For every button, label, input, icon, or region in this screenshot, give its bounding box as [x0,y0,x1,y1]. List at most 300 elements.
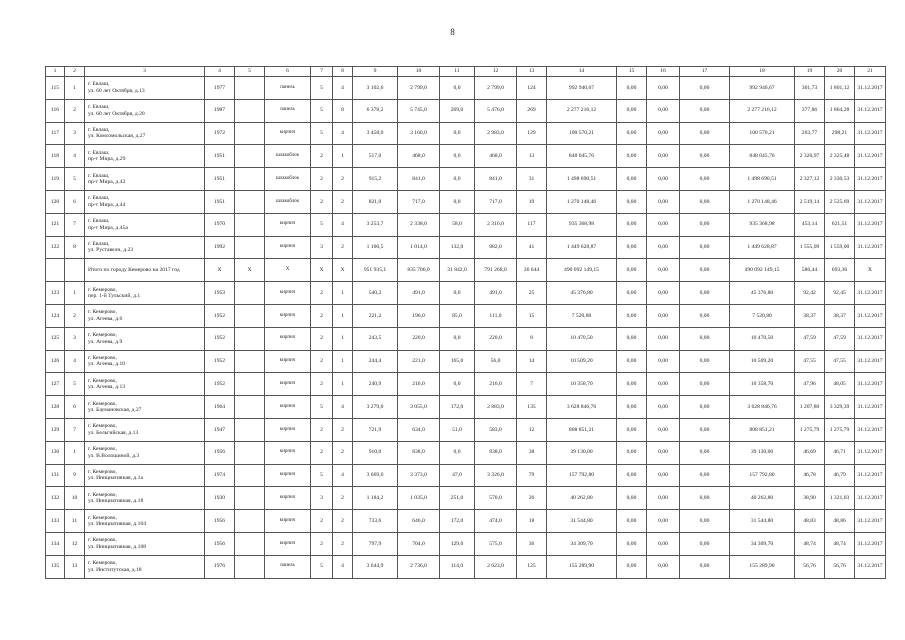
table-cell [235,145,265,168]
table-cell: 1 449 628,87 [730,236,795,259]
table-cell: 0,0 [440,145,475,168]
table-cell: г. Кемерово, ул. Институтская, д.18 [85,555,205,578]
table-cell: 0,00 [647,190,680,213]
table-cell: 0,00 [647,236,680,259]
table-cell: 1952 [205,373,235,396]
table-cell: 15 [517,304,547,327]
table-cell: 25 [517,282,547,305]
table-cell: 31.12.2017 [855,122,886,145]
table-cell: кирпич [265,418,311,441]
table-cell: 575,0 [475,532,517,555]
table-cell: 1947 [205,418,235,441]
table-cell [235,122,265,145]
table-row [46,259,886,282]
table-cell: 1977 [205,77,235,100]
table-cell: 1 [333,282,353,305]
table-cell: 490 092 149,15 [730,259,795,282]
table-cell: 1 864,28 [825,99,855,122]
column-header: 11 [440,67,475,77]
table-cell: 31.12.2017 [855,510,886,533]
table-cell [235,487,265,510]
column-header: 17 [680,67,730,77]
table-cell [235,304,265,327]
table-cell: 0,00 [680,190,730,213]
table-cell: 3 055,0 [398,396,440,419]
table-cell: 2 [311,350,333,373]
table-cell: X [333,259,353,282]
column-header: 10 [398,67,440,77]
table-cell: 915,2 [353,168,398,191]
table-cell: 848 045,76 [547,145,617,168]
table-cell: 47,55 [795,350,825,373]
table-cell: 3 253,7 [353,213,398,236]
table-cell: г. Кемерово, пер. 1-й Тульский, д.1 [85,282,205,305]
table-cell: 0,00 [680,441,730,464]
table-cell: 31.12.2017 [855,190,886,213]
column-header: 8 [333,67,353,77]
housing-table [45,66,886,579]
table-cell: 38,37 [825,304,855,327]
table-cell: 0,00 [680,510,730,533]
table-cell: 4 [333,555,353,578]
table-row [46,304,886,327]
table-cell: 0,00 [617,190,647,213]
table-cell [235,350,265,373]
table-cell: 0,0 [440,282,475,305]
table-cell: 2 [333,236,353,259]
table-cell: г. Евлаш, ул. 60 лет Октября, д.13 [85,77,205,100]
table-cell: 0,00 [680,350,730,373]
table-cell: 0,00 [617,327,647,350]
table-cell: 0,00 [680,396,730,419]
table-cell: 10 358,70 [730,373,795,396]
table-cell: 46,71 [825,441,855,464]
table-cell: 135 [517,396,547,419]
table-cell: 172,0 [440,510,475,533]
table-cell: 1 [65,77,85,100]
table-cell: 0,00 [617,532,647,555]
table-row [46,464,886,487]
table-cell [235,168,265,191]
table-cell: 221,2 [353,304,398,327]
table-cell: панель [265,99,311,122]
table-cell: X [205,259,235,282]
table-cell: кирпич [265,464,311,487]
table-cell: 2 799,0 [475,77,517,100]
table-cell: г. Кемерово, ул. Агеева, д.9 [85,327,205,350]
table-cell: 1970 [205,213,235,236]
table-cell: 124 [46,304,65,327]
table-cell: 0,00 [680,464,730,487]
table-row [46,168,886,191]
table-cell: 1 321,03 [825,487,855,510]
table-cell: 0,00 [647,350,680,373]
table-cell: г. Кемерово, ул. В.Волошиной, д.3 [85,441,205,464]
table-cell: 468,0 [398,145,440,168]
table-cell: 3 [65,122,85,145]
table-cell: 1 801,12 [825,77,855,100]
table-cell: 40 262,80 [730,487,795,510]
table-cell: 0,00 [680,213,730,236]
table-cell: 2 [65,99,85,122]
table-cell: 693,36 [825,259,855,282]
table-cell: 2 983,0 [475,122,517,145]
table-cell: 0,00 [617,418,647,441]
table-cell: 838,0 [475,441,517,464]
table-cell: 1 [333,350,353,373]
table-cell: 2 [311,441,333,464]
table-cell: 172,0 [440,396,475,419]
column-header: 6 [265,67,311,77]
column-header: 1 [46,67,65,77]
table-cell: 115 [46,77,65,100]
table-cell: 7 520,80 [730,304,795,327]
table-row [46,213,886,236]
table-cell: 0,0 [440,122,475,145]
table-cell: 0,00 [647,418,680,441]
table-cell: 31.12.2017 [855,145,886,168]
table-cell: 220,0 [475,327,517,350]
table-cell [46,259,65,282]
table-cell: 3 329,39 [825,396,855,419]
table-cell: 0,00 [617,304,647,327]
table-cell: 808 851,21 [547,418,617,441]
table-cell: 117 [46,122,65,145]
table-cell: 244,4 [353,350,398,373]
table-cell: 3 160,0 [398,122,440,145]
column-header: 7 [311,67,333,77]
table-row [46,532,886,555]
table-cell: 733,6 [353,510,398,533]
table-cell: 128 [46,396,65,419]
table-cell: 38,37 [795,304,825,327]
table-cell: 0,00 [617,122,647,145]
table-cell: 39 130,00 [730,441,795,464]
table-cell: 2 [311,190,333,213]
table-cell: 517,0 [353,145,398,168]
table-cell: 31.12.2017 [855,396,886,419]
table-cell: 0,00 [680,282,730,305]
table-cell: 100 570,21 [730,122,795,145]
table-row [46,99,886,122]
table-cell: 1974 [205,464,235,487]
table-cell: 0,00 [617,555,647,578]
table-cell: 48,86 [825,510,855,533]
table-cell: 2 330,53 [825,168,855,191]
table-cell: 125 [46,327,65,350]
table-cell: г. Евлаш, пр-т Мира, д.45а [85,213,205,236]
table-cell: 56,76 [795,555,825,578]
table-cell: 2 736,0 [398,555,440,578]
table-cell: 0,00 [647,373,680,396]
table-cell: 31.12.2017 [855,327,886,350]
table-row [46,396,886,419]
table-cell: 216,0 [475,373,517,396]
table-cell: 0,00 [617,236,647,259]
table-cell: 4 [333,213,353,236]
table-cell: 39 130,00 [547,441,617,464]
table-cell: 8 [517,327,547,350]
table-cell: 0,00 [647,487,680,510]
table-cell: 1951 [205,190,235,213]
table-cell: 0,00 [647,396,680,419]
table-cell: 18 [517,510,547,533]
table-cell: 835 706,0 [398,259,440,282]
table-cell: 490 092 149,15 [547,259,617,282]
table-cell: 122 [46,236,65,259]
table-row [46,122,886,145]
table-cell: 131 [46,464,65,487]
table-cell: 0,00 [617,259,647,282]
table-cell: 34 309,70 [547,532,617,555]
table-cell: 2 [311,373,333,396]
table-cell: 1976 [205,555,235,578]
table-cell: 0,0 [440,77,475,100]
table-cell: 4 [333,122,353,145]
table-cell: 0,00 [617,77,647,100]
table-cell: 117 [517,213,547,236]
table-cell: панель [265,555,311,578]
table-cell: 157 792,80 [547,464,617,487]
table-cell: 3 102,6 [353,77,398,100]
table-cell: 129 [517,122,547,145]
table-cell: 10 509,20 [730,350,795,373]
table-cell: 0,00 [680,418,730,441]
table-cell: кирпич [265,122,311,145]
table-cell: г. Кемерово, ул. Бельгийская, д.13 [85,418,205,441]
table-cell: 951 935,1 [353,259,398,282]
table-cell: 1956 [205,510,235,533]
table-cell: 129 [46,418,65,441]
table-cell: 34 309,70 [730,532,795,555]
table-cell: 31.12.2017 [855,418,886,441]
table-row [46,190,886,213]
table-cell: 0,00 [680,304,730,327]
table-cell: 2 [333,510,353,533]
table-cell: 135 [46,555,65,578]
table-cell: 2 [333,418,353,441]
table-cell: 46,69 [795,441,825,464]
table-row [46,77,886,100]
column-header: 18 [730,67,795,77]
table-cell: 0,00 [680,122,730,145]
table-cell: 992 940,67 [730,77,795,100]
table-cell: 10 470,50 [730,327,795,350]
table-cell: 130 [46,441,65,464]
table-cell: 1 555,09 [795,236,825,259]
table-cell: 1 498 690,51 [547,168,617,191]
table-cell: г. Евлаш, ул. Комсомольская, д.27 [85,122,205,145]
table-cell: 6 [65,190,85,213]
table-cell: 10 [65,487,85,510]
table-cell: г. Кемерово, ул. Инициативная, д.108 [85,532,205,555]
table-cell: 0,0 [440,327,475,350]
table-cell: 100 570,21 [547,122,617,145]
table-cell: 216,0 [398,373,440,396]
table-cell: 0,00 [647,510,680,533]
table-cell: 0,00 [647,464,680,487]
table-cell: 2 519,14 [795,190,825,213]
table-cell: 721,9 [353,418,398,441]
table-cell: 56,76 [825,555,855,578]
table-cell: 3 628 846,76 [730,396,795,419]
table-cell: 56,0 [475,350,517,373]
table-cell: 8 [333,99,353,122]
table-cell: 1 035,0 [398,487,440,510]
table-cell: 0,00 [617,441,647,464]
table-cell: 120 [46,190,65,213]
table-row [46,373,886,396]
table-cell: 5 [311,213,333,236]
table-cell [65,259,85,282]
table-cell [235,532,265,555]
table-cell: 58,0 [440,213,475,236]
table-cell: 31.12.2017 [855,487,886,510]
table-cell: 10 470,50 [547,327,617,350]
table-cell [235,396,265,419]
table-cell [235,510,265,533]
table-cell: 92,45 [825,282,855,305]
table-cell: 10 358,70 [547,373,617,396]
table-cell: 129,0 [440,532,475,555]
table-cell: 0,00 [617,145,647,168]
table-cell: 45 376,80 [547,282,617,305]
table-cell: 0,00 [647,555,680,578]
table-cell: г. Евлаш, пр-т Мира, д.29 [85,145,205,168]
table-cell: 47,96 [795,373,825,396]
table-cell: 1956 [205,532,235,555]
table-cell: 269,0 [440,99,475,122]
header-row [46,67,886,77]
table-cell: 1992 [205,236,235,259]
table-cell: 1930 [205,487,235,510]
table-cell: 31.12.2017 [855,168,886,191]
table-row [46,418,886,441]
table-cell: 1951 [205,145,235,168]
table-cell: 704,0 [398,532,440,555]
table-cell: 7 520,80 [547,304,617,327]
table-cell: 1 270 148,46 [730,190,795,213]
table-cell: 40 262,80 [547,487,617,510]
table-cell: 0,00 [680,236,730,259]
table-cell: 119 [46,168,65,191]
table-cell: 1 275,79 [825,418,855,441]
table-cell: 646,0 [398,510,440,533]
table-cell: 0,00 [647,532,680,555]
table-cell: 0,00 [680,487,730,510]
table-cell: 134 [46,532,65,555]
table-cell: 1987 [205,99,235,122]
table-cell: 251,0 [440,487,475,510]
table-cell: 468,0 [475,145,517,168]
table-cell: 5 [311,99,333,122]
column-header: 13 [517,67,547,77]
table-cell: 1 559,00 [825,236,855,259]
table-cell: 3 458,0 [353,122,398,145]
table-cell: 841,0 [475,168,517,191]
table-cell: 2 [333,168,353,191]
table-row [46,510,886,533]
table-cell: 0,00 [647,77,680,100]
table-cell: г. Кемерово, ул. Агеева, д.10 [85,350,205,373]
table-cell: кирпич [265,373,311,396]
table-cell: 48,05 [825,373,855,396]
table-cell: X [235,259,265,282]
table-cell: 123 [46,282,65,305]
table-cell: 301,73 [795,77,825,100]
table-cell: 2 [311,282,333,305]
table-cell: 127 [46,373,65,396]
table-cell: 0,00 [617,510,647,533]
table-cell: 0,00 [680,77,730,100]
column-header: 16 [647,67,680,77]
table-cell: 221,0 [398,350,440,373]
table-row [46,145,886,168]
table-cell: 31.12.2017 [855,213,886,236]
table-cell: г. Кемерово, ул. Инициативная, д.18 [85,487,205,510]
table-cell: 3 628 846,76 [547,396,617,419]
table-cell: 0,00 [680,555,730,578]
table-cell: 26 [517,487,547,510]
table-cell: 5 745,0 [398,99,440,122]
table-cell: 0,00 [617,350,647,373]
table-cell: 0,0 [440,168,475,191]
table-cell: 243,5 [353,327,398,350]
table-cell: 2 325,48 [825,145,855,168]
table-cell: 47,59 [795,327,825,350]
column-header: 2 [65,67,85,77]
table-cell: 31.12.2017 [855,77,886,100]
table-row [46,441,886,464]
table-cell: 3 326,0 [475,464,517,487]
table-cell: 2 623,0 [475,555,517,578]
table-cell: 2 [333,532,353,555]
table-cell: г. Кемерово, ул. Баумановская, д.27 [85,396,205,419]
table-cell: 5 [311,555,333,578]
table-cell: 132,0 [440,236,475,259]
table-cell: 31.12.2017 [855,99,886,122]
column-header: 9 [353,67,398,77]
table-cell: 2 338,0 [398,213,440,236]
table-cell: 992 940,67 [547,77,617,100]
table-cell: 0,00 [617,282,647,305]
table-cell: 2 277 216,12 [547,99,617,122]
table-cell: 4 [65,145,85,168]
table-cell: 583,0 [475,418,517,441]
table-cell: г. Кемерово, ул. Агеева, д.13 [85,373,205,396]
table-cell: 1956 [205,441,235,464]
table-cell: 79 [517,464,547,487]
table-cell: 5 476,0 [475,99,517,122]
table-cell: 0,00 [647,99,680,122]
table-cell: 0,00 [617,373,647,396]
table-cell [235,282,265,305]
table-cell: г. Евлаш, ул. Руставели, д.23 [85,236,205,259]
table-cell: 4 [333,77,353,100]
table-cell: 41 [517,236,547,259]
table-cell: 586,44 [795,259,825,282]
table-cell: 1 270 148,46 [547,190,617,213]
table-cell: 0,00 [617,99,647,122]
table-cell: 0,00 [680,99,730,122]
table-cell: 31 544,80 [547,510,617,533]
table-row [46,327,886,350]
table-cell: 791 268,0 [475,259,517,282]
column-header: 5 [235,67,265,77]
table-cell [235,99,265,122]
table-cell: 12 [517,418,547,441]
table-cell: 2 [65,304,85,327]
